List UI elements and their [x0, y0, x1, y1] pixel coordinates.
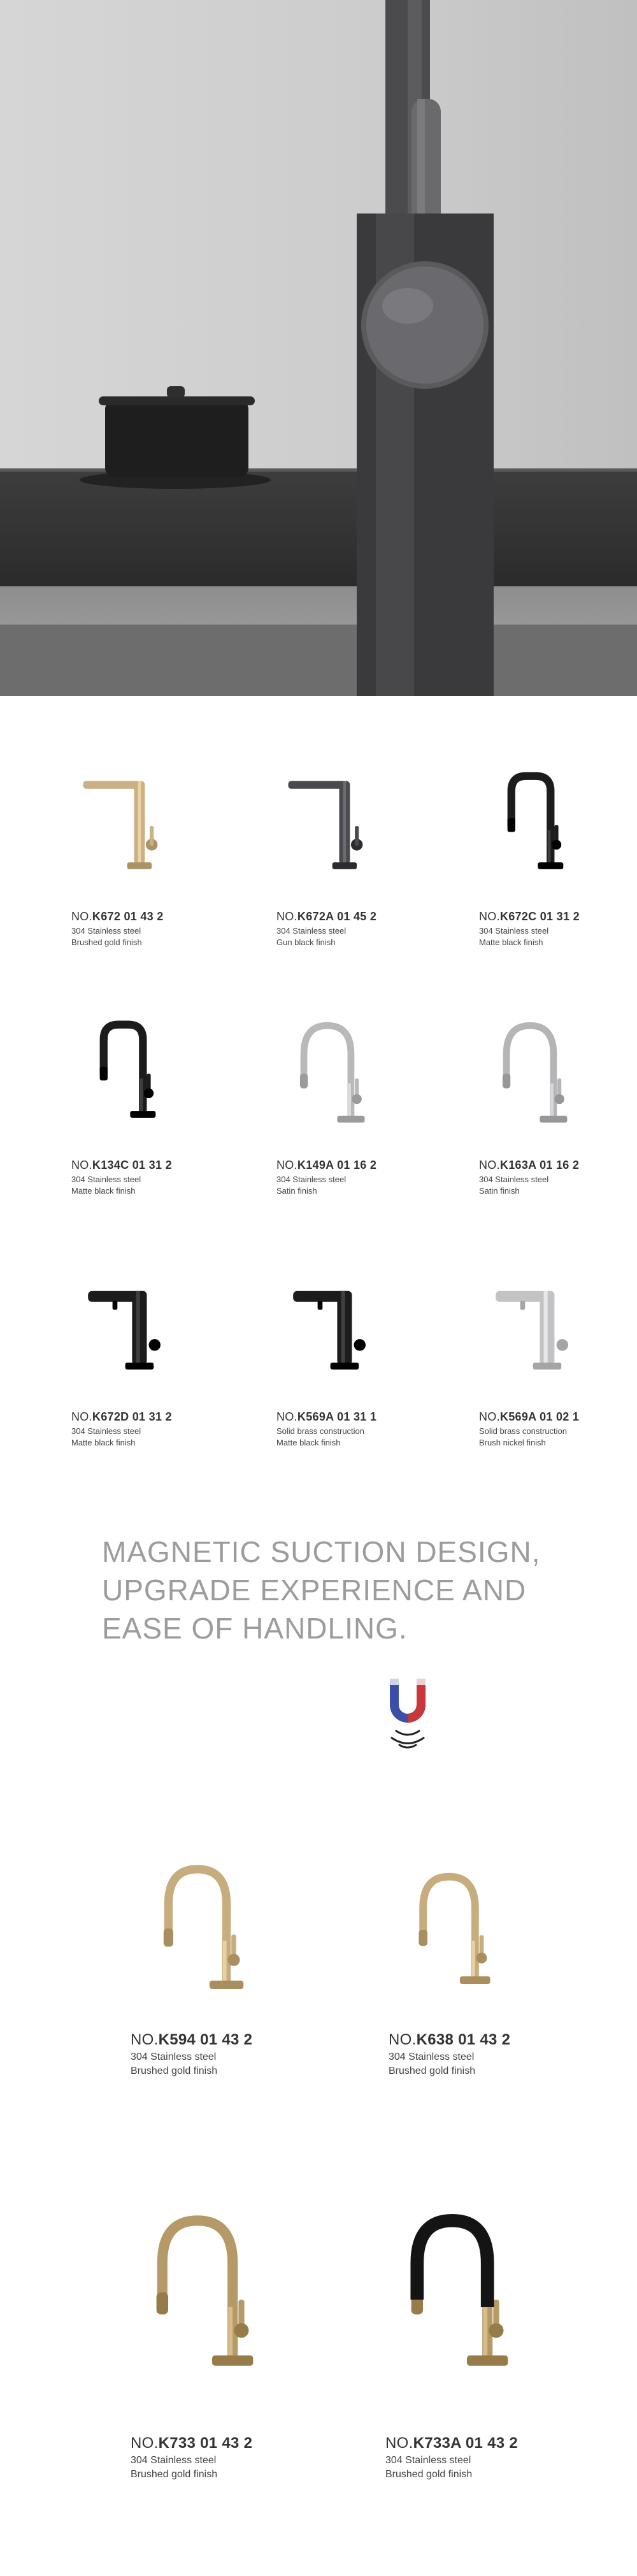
product-finish: Brushed gold finish: [131, 2066, 218, 2076]
product-material: Solid brass construction: [479, 1426, 568, 1436]
product-finish: Satin finish: [479, 1186, 520, 1196]
product-finish: Brushed gold finish: [389, 2066, 476, 2076]
product-finish: Brushed gold finish: [131, 2469, 218, 2480]
faucet-image: [395, 1845, 503, 2036]
product-number: [71, 1410, 172, 1423]
feature-headline: [102, 1533, 561, 1647]
featured-product-card[interactable]: [131, 2186, 322, 2492]
product-code: K134C 01 31 2: [92, 1159, 172, 1171]
product-code: K672D 01 31 2: [92, 1410, 172, 1423]
product-code: K569A 01 31 1: [297, 1410, 377, 1423]
product-number-prefix: NO.: [479, 910, 500, 923]
faucet-image: [270, 1271, 385, 1399]
product-number-prefix: NO.: [276, 1410, 297, 1423]
faucet-image: [270, 771, 385, 899]
product-card[interactable]: [71, 771, 237, 962]
product-number-prefix: NO.: [276, 910, 297, 923]
product-card[interactable]: [276, 1271, 442, 1463]
product-material: 304 Stainless steel: [131, 2455, 217, 2466]
magnet-icon: [382, 1676, 433, 1759]
product-code: K672A 01 45 2: [297, 910, 377, 923]
headline-line-3: EASE OF HANDLING.: [102, 1612, 408, 1645]
product-number: [276, 1159, 376, 1171]
product-finish: Matte black finish: [71, 1186, 136, 1196]
product-number: [385, 2435, 518, 2452]
product-number-prefix: NO.: [131, 2031, 159, 2048]
faucet-image: [270, 1020, 385, 1147]
product-number-prefix: NO.: [389, 2031, 417, 2048]
product-material: 304 Stainless steel: [276, 1175, 347, 1184]
product-material: 304 Stainless steel: [479, 1175, 549, 1184]
product-finish: Brush nickel finish: [479, 1438, 546, 1447]
product-code: K149A 01 16 2: [297, 1159, 377, 1171]
product-material: 304 Stainless steel: [71, 926, 141, 936]
faucet-image: [65, 1020, 180, 1147]
product-material: 304 Stainless steel: [131, 2051, 217, 2062]
product-card[interactable]: [276, 1020, 442, 1211]
coil-hose: [417, 2220, 487, 2307]
product-number: [276, 910, 376, 923]
product-material: 304 Stainless steel: [276, 926, 347, 936]
product-number-prefix: NO.: [131, 2435, 159, 2452]
product-number: [479, 1159, 579, 1171]
faucet-image: [379, 2186, 526, 2428]
product-code: K569A 01 02 1: [499, 1410, 580, 1423]
product-number-prefix: NO.: [276, 1159, 297, 1171]
product-finish: Matte black finish: [479, 937, 543, 947]
product-code: K672 01 43 2: [92, 910, 164, 923]
product-finish: Brushed gold finish: [71, 937, 142, 947]
product-card[interactable]: [71, 1020, 237, 1211]
faucet-image: [65, 771, 180, 899]
product-material: 304 Stainless steel: [479, 926, 549, 936]
product-finish: Matte black finish: [276, 1438, 341, 1447]
product-number-prefix: NO.: [71, 910, 92, 923]
product-number-prefix: NO.: [479, 1159, 500, 1171]
product-card[interactable]: [479, 771, 637, 962]
product-code: K594 01 43 2: [158, 2031, 253, 2048]
faucet-image: [65, 1271, 180, 1399]
product-number: [479, 910, 580, 923]
product-code: K733A 01 43 2: [413, 2435, 519, 2452]
product-number: [276, 1410, 376, 1423]
featured-product-card[interactable]: [131, 1845, 322, 2151]
product-number: [131, 2031, 252, 2049]
product-code: K672C 01 31 2: [499, 910, 580, 923]
product-number: [479, 1410, 579, 1423]
product-number: [71, 910, 164, 923]
product-finish: Satin finish: [276, 1186, 317, 1196]
product-material: Solid brass construction: [276, 1426, 365, 1436]
faucet-image: [473, 1020, 587, 1147]
product-material: 304 Stainless steel: [71, 1426, 141, 1436]
product-finish: Brushed gold finish: [385, 2469, 473, 2480]
product-card[interactable]: [71, 1271, 237, 1463]
faucet-image: [137, 1845, 258, 2036]
product-code: K733 01 43 2: [158, 2435, 253, 2452]
product-number-prefix: NO.: [385, 2435, 413, 2452]
product-code: K638 01 43 2: [416, 2031, 511, 2048]
product-material: 304 Stainless steel: [385, 2455, 471, 2466]
headline-line-1: MAGNETIC SUCTION DESIGN,: [102, 1535, 541, 1568]
product-number: [389, 2031, 510, 2049]
product-number-prefix: NO.: [479, 1410, 500, 1423]
hero-banner: [0, 0, 637, 696]
faucet-image: [473, 1271, 587, 1399]
product-card[interactable]: [479, 1020, 637, 1211]
product-number: [131, 2435, 252, 2452]
product-finish: Matte black finish: [71, 1438, 136, 1447]
hero-faucet-image: [0, 0, 637, 696]
faucet-image: [473, 771, 587, 899]
product-code: K163A 01 16 2: [499, 1159, 580, 1171]
product-number-prefix: NO.: [71, 1410, 92, 1423]
product-material: 304 Stainless steel: [389, 2051, 475, 2062]
product-number: [71, 1159, 172, 1171]
faucet-image: [124, 2186, 271, 2428]
product-number-prefix: NO.: [71, 1159, 92, 1171]
product-card[interactable]: [276, 771, 442, 962]
product-material: 304 Stainless steel: [71, 1175, 141, 1184]
product-finish: Gun black finish: [276, 937, 336, 947]
headline-line-2: UPGRADE EXPERIENCE AND: [102, 1574, 527, 1607]
featured-product-card[interactable]: [389, 1845, 580, 2151]
product-card[interactable]: [479, 1271, 637, 1463]
featured-product-card[interactable]: [385, 2186, 576, 2492]
